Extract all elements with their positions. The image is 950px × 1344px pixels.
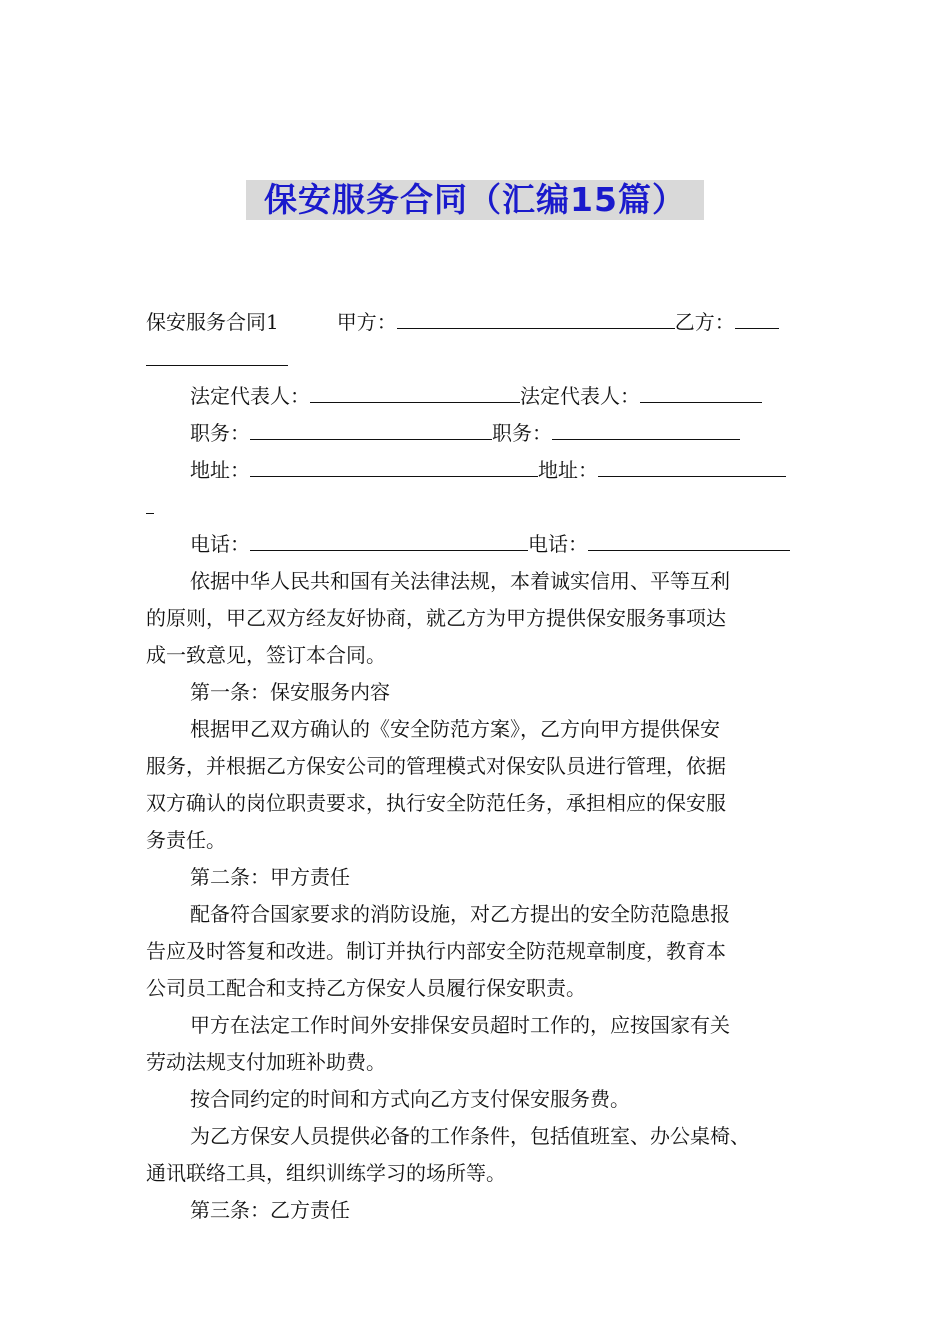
party-a-label: 甲方：: [336, 310, 397, 334]
party-b-label: 乙方：: [674, 310, 735, 334]
phone-line: [146, 530, 830, 558]
paragraph-line: 依据中华人民共和国有关法律法规，本着诚实信用、平等互利: [190, 569, 730, 593]
party-b-blank: [735, 308, 779, 329]
paragraph-line: 配备符合国家要求的消防设施，对乙方提出的安全防范隐患报: [190, 902, 730, 926]
position-line: [146, 419, 830, 447]
legal-rep-line: [146, 382, 830, 410]
phone-b-label: 电话：: [528, 532, 588, 556]
address-blank-continued: [146, 493, 826, 521]
legal-rep-b-blank: [640, 382, 762, 403]
phone-a-label: 电话：: [190, 532, 250, 556]
phone-a-blank: [250, 530, 528, 551]
paragraph-line: 甲方在法定工作时间外安排保安员超时工作的，应按国家有关: [190, 1013, 730, 1037]
article-heading: 第二条：甲方责任: [190, 865, 350, 889]
legal-rep-b-label: 法定代表人：: [520, 384, 640, 408]
paragraph-line: 的原则，甲乙双方经友好协商，就乙方为甲方提供保安服务事项达: [146, 606, 726, 630]
paragraph-line: 根据甲乙双方确认的《安全防范方案》，乙方向甲方提供保安: [190, 717, 720, 741]
paragraph-line: 公司员工配合和支持乙方保安人员履行保安职责。: [146, 976, 586, 1000]
address-a-blank: [250, 456, 538, 477]
paragraph-line: 告应及时答复和改进。制订并执行内部安全防范规章制度，教育本: [146, 939, 726, 963]
paragraph-line: 通讯联络工具，组织训练学习的场所等。: [146, 1161, 506, 1185]
position-b-blank: [552, 419, 740, 440]
address-a-label: 地址：: [190, 458, 250, 482]
position-b-label: 职务：: [492, 421, 552, 445]
legal-rep-a-blank: [310, 382, 520, 403]
paragraph-line: 为乙方保安人员提供必备的工作条件，包括值班室、办公桌椅、: [190, 1124, 750, 1148]
contract-header-line: [146, 308, 826, 336]
document-title: 保安服务合同（汇编15篇）: [246, 180, 704, 220]
phone-b-blank: [588, 530, 790, 551]
paragraph-line: 按合同约定的时间和方式向乙方支付保安服务费。: [190, 1087, 630, 1111]
article-heading: 第一条：保安服务内容: [190, 680, 390, 704]
paragraph-line: 双方确认的岗位职责要求，执行安全防范任务，承担相应的保安服: [146, 791, 726, 815]
position-a-blank: [250, 419, 492, 440]
paragraph-line: 务责任。: [146, 828, 226, 852]
address-b-blank: [598, 456, 786, 477]
paragraph-line: 成一致意见，签订本合同。: [146, 643, 386, 667]
address-b-label: 地址：: [538, 458, 598, 482]
contract-label: 保安服务合同1: [146, 310, 279, 334]
paragraph-line: 服务，并根据乙方保安公司的管理模式对保安队员进行管理，依据: [146, 754, 726, 778]
party-a-blank: [397, 308, 675, 329]
legal-rep-a-label: 法定代表人：: [190, 384, 310, 408]
address-line: [146, 456, 830, 484]
paragraph-line: 劳动法规支付加班补助费。: [146, 1050, 386, 1074]
party-b-blank-continued: [146, 345, 826, 373]
article-heading: 第三条：乙方责任: [190, 1198, 350, 1222]
position-a-label: 职务：: [190, 421, 250, 445]
